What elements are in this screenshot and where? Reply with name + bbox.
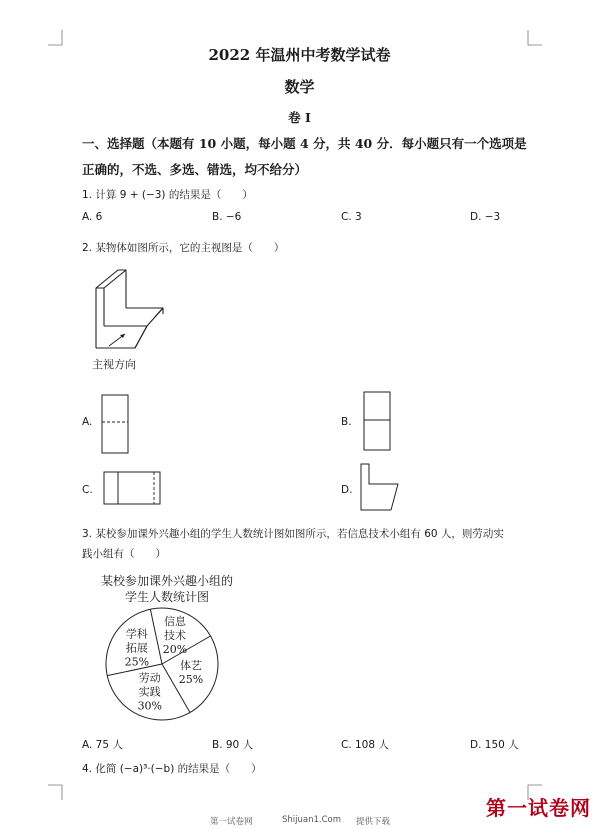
q1-option-c: C. 3: [341, 211, 362, 223]
section-heading-line2: 正确的，不选、多选、错选，均不给分）: [82, 162, 308, 177]
question-2-stem: 2. 某物体如图所示，它的主视图是（ ）: [82, 242, 285, 254]
pie-slice-percent: 25%: [178, 672, 204, 686]
part-title: 卷 I: [288, 110, 311, 125]
view-direction-label: 主视方向: [92, 358, 136, 371]
watermark-logo: 第一试卷网: [486, 796, 591, 820]
pie-slice-name: 拓展: [125, 641, 148, 655]
pie-slice-name: 技术: [164, 628, 187, 642]
q2-option-d: D.: [341, 484, 353, 496]
pie-slice-percent: 25%: [124, 655, 150, 669]
q3-option-a: A. 75 人: [82, 739, 123, 751]
section-heading-line1: 一、选择题（本题有 10 小题，每小题 4 分，共 40 分．每小题只有一个选项是: [82, 136, 527, 151]
chart-title-line1: 某校参加课外兴趣小组的: [100, 574, 233, 588]
pie-slice-label: [138, 670, 162, 712]
footer-download: 提供下载: [356, 817, 391, 827]
q2-option-c: C.: [82, 484, 93, 496]
q1-option-b: B. −6: [212, 211, 242, 223]
pie-slice-name: 实践: [138, 685, 161, 699]
q1-option-a: A. 6: [82, 211, 103, 223]
pie-slice-name: 劳动: [138, 671, 161, 685]
pie-slice-label: [125, 627, 149, 669]
pie-slice-name: 体艺: [179, 658, 202, 672]
q1-option-d: D. −3: [470, 211, 501, 223]
q2-option-a-figure: [100, 393, 130, 455]
question-3-stem-line2: 践小组有（ ）: [82, 548, 166, 560]
q2-option-c-figure: [102, 470, 164, 508]
pie-slice-percent: 20%: [162, 642, 188, 656]
q2-option-b-figure: [362, 390, 392, 452]
question-1-stem: 1. 计算 9 + (−3) 的结果是（ ）: [82, 189, 253, 201]
pie-chart: [100, 600, 240, 730]
question-3-stem-line1: 3. 某校参加课外兴趣小组的学生人数统计图如图所示，若信息技术小组有 60 人，则劳动实: [82, 528, 504, 540]
pie-slice-boundary: [150, 609, 162, 664]
footer-site-url: Shijuan1.Com: [282, 815, 342, 825]
pie-slice-percent: 30%: [137, 699, 163, 713]
pie-slice-label: [179, 658, 203, 686]
pie-slice-label: [163, 614, 187, 656]
q3-option-c: C. 108 人: [341, 739, 389, 751]
chart-title-line2: 学生人数统计图: [124, 590, 209, 604]
q2-object-figure: [85, 262, 195, 357]
exam-title: 2022 年温州中考数学试卷: [208, 46, 391, 64]
subject-title: 数学: [284, 78, 315, 96]
pie-slice-name: 学科: [125, 627, 148, 641]
question-4-stem: 4. 化简 (−a)³·(−b) 的结果是（ ）: [82, 763, 262, 775]
q3-option-d: D. 150 人: [470, 739, 519, 751]
footer-site-name: 第一试卷网: [210, 817, 253, 827]
q2-option-a: A.: [82, 416, 93, 428]
q2-option-b: B.: [341, 416, 352, 428]
q2-option-d-figure: [356, 462, 406, 514]
pie-slice-name: 信息: [164, 614, 187, 628]
q3-option-b: B. 90 人: [212, 739, 254, 751]
